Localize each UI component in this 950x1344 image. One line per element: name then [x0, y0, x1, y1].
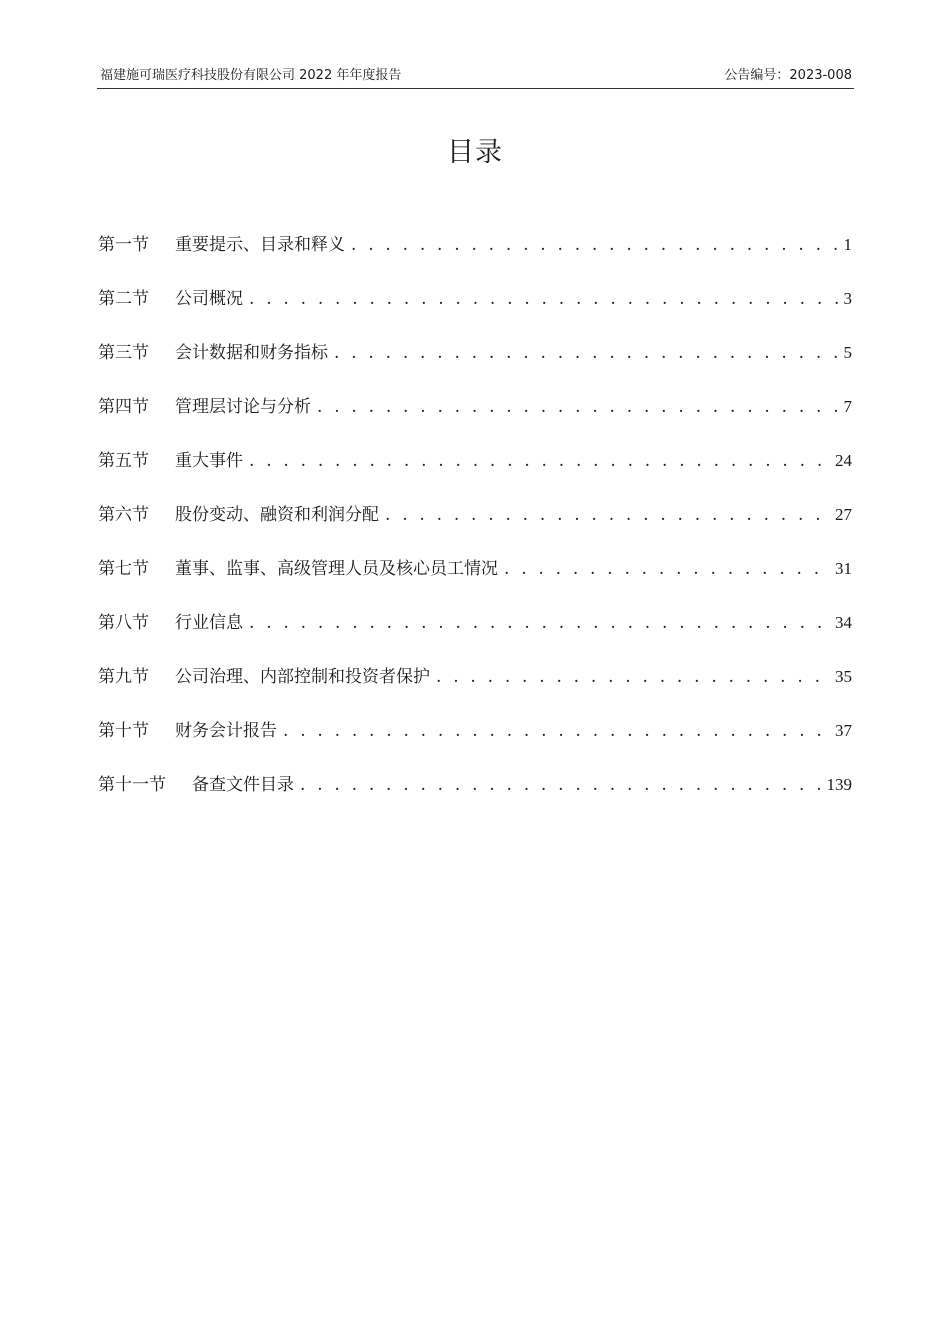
- toc-section-title: 公司概况: [175, 289, 243, 309]
- toc-section-title: 股份变动、融资和利润分配: [175, 505, 379, 525]
- table-of-contents: [98, 230, 852, 824]
- toc-entry-5[interactable]: [98, 446, 852, 500]
- toc-dot-leader: [334, 338, 839, 368]
- header-report-title: 福建施可瑞医疗科技股份有限公司 2022 年年度报告: [100, 68, 402, 83]
- toc-page-number: 37: [835, 721, 852, 740]
- toc-entry-7[interactable]: [98, 554, 852, 608]
- toc-dot-leader: [249, 608, 830, 638]
- toc-dot-leader: [317, 392, 839, 422]
- toc-page-number: 27: [835, 505, 852, 524]
- toc-section-number: 第六节: [98, 505, 149, 525]
- toc-section-number: 第十节: [98, 721, 149, 741]
- toc-page-number: 24: [835, 451, 852, 470]
- toc-entry-1[interactable]: [98, 230, 852, 284]
- toc-section-number: 第九节: [98, 667, 149, 687]
- toc-section-number: 第八节: [98, 613, 149, 633]
- toc-entry-6[interactable]: [98, 500, 852, 554]
- toc-dot-leader: [385, 500, 830, 530]
- toc-section-title: 管理层讨论与分析: [175, 397, 311, 417]
- toc-entry-11[interactable]: [98, 770, 852, 824]
- toc-section-number: 第十一节: [98, 775, 166, 795]
- toc-section-title: 会计数据和财务指标: [175, 343, 328, 363]
- toc-page-number: 34: [835, 613, 852, 632]
- toc-page-number: 1: [843, 235, 852, 254]
- toc-section-number: 第七节: [98, 559, 149, 579]
- toc-dot-leader: [283, 716, 830, 746]
- page-title: 目录: [447, 137, 503, 168]
- toc-section-title: 备查文件目录: [192, 775, 294, 795]
- toc-section-title: 公司治理、内部控制和投资者保护: [175, 667, 430, 687]
- toc-page-number: 7: [843, 397, 852, 416]
- toc-page-number: 5: [843, 343, 852, 362]
- toc-entry-3[interactable]: [98, 338, 852, 392]
- toc-section-title: 财务会计报告: [175, 721, 277, 741]
- toc-entry-10[interactable]: [98, 716, 852, 770]
- toc-section-number: 第四节: [98, 397, 149, 417]
- toc-page-number: 3: [843, 289, 852, 308]
- toc-entry-9[interactable]: [98, 662, 852, 716]
- toc-dot-leader: [249, 284, 839, 314]
- toc-dot-leader: [351, 230, 839, 260]
- toc-entry-4[interactable]: [98, 392, 852, 446]
- page-header: [97, 66, 854, 89]
- toc-dot-leader: [504, 554, 830, 584]
- toc-section-number: 第二节: [98, 289, 149, 309]
- toc-page-number: 31: [835, 559, 852, 578]
- toc-entry-8[interactable]: [98, 608, 852, 662]
- toc-section-title: 董事、监事、高级管理人员及核心员工情况: [175, 559, 498, 579]
- toc-page-number: 139: [826, 775, 852, 794]
- toc-page-number: 35: [835, 667, 852, 686]
- toc-section-number: 第一节: [98, 235, 149, 255]
- toc-dot-leader: [300, 770, 822, 800]
- toc-dot-leader: [436, 662, 830, 692]
- toc-section-title: 重要提示、目录和释义: [175, 235, 345, 255]
- header-announcement-number: 公告编号：2023-008: [724, 68, 852, 83]
- toc-section-number: 第三节: [98, 343, 149, 363]
- toc-entry-2[interactable]: [98, 284, 852, 338]
- toc-section-title: 行业信息: [175, 613, 243, 633]
- toc-section-title: 重大事件: [175, 451, 243, 471]
- toc-section-number: 第五节: [98, 451, 149, 471]
- toc-dot-leader: [249, 446, 830, 476]
